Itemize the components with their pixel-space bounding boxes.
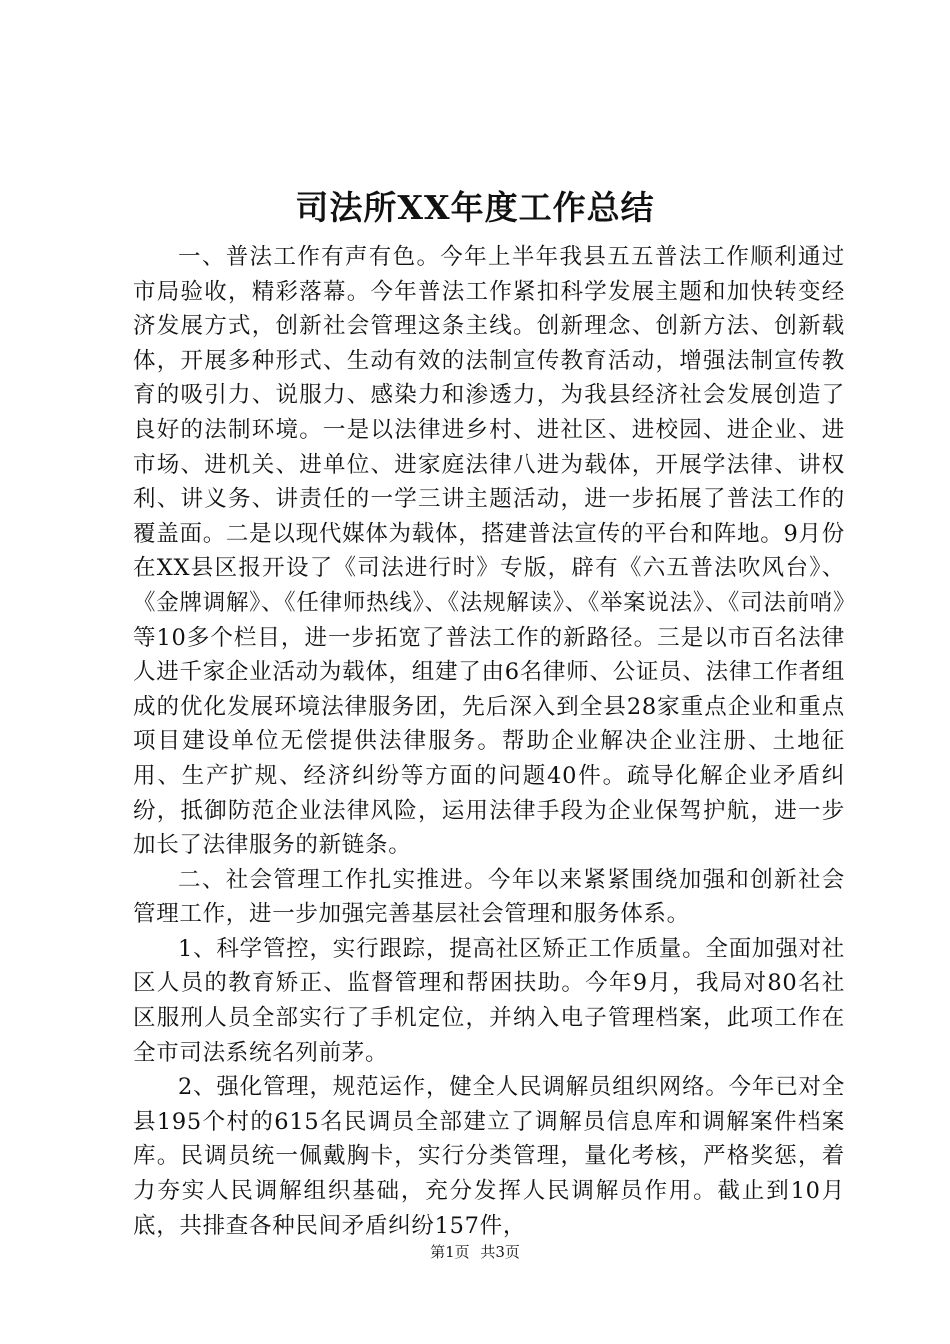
page-total: 共3页 [480, 1243, 520, 1261]
page-footer [0, 1240, 950, 1264]
paragraph-2: 二、社会管理工作扎实推进。今年以来紧紧围绕加强和创新社会管理工作，进一步加强完善基层社会管理和服务体系。 [133, 866, 845, 928]
paragraph-1: 一、普法工作有声有色。今年上半年我县五五普法工作顺利通过市局验收，精彩落幕。今年普法工作紧扣科学发展主题和加快转变经济发展方式，创新社会管理这条主线。创新理念、创新方法、创新载体，开展多种形式、生动有效的法制宣传教育活动，增强法制宣传教育的吸引力、说服力、感染力和渗透力，为我县经济社会发展创造了良好的法制环境。一是以法律进乡村、进社区、进校园、进企业、进市场、进机关、进单位、进家庭法律八进为载体，开展学法律、讲权利、讲义务、讲责任的一学三讲主题活动，进一步拓展了普法工作的覆盖面。二是以现代媒体为载体，搭建普法宣传的平台和阵地。9月份在XX县区报开设了《司法进行时》专版，辟有《六五普法吹风台》、《金牌调解》、《任律师热线》、《法规解读》、《举案说法》、《司法前哨》等10多个栏目，进一步拓宽了普法工作的新路径。三是以市百名法律人进千家企业活动为载体，组建了由6名律师、公证员、法律工作者组成的优化发展环境法律服务团，先后深入到全县28家重点企业和重点项目建设单位无偿提供法律服务。帮助企业解决企业注册、土地征用、生产扩规、经济纠纷等方面的问题40件。疏导化解企业矛盾纠纷，抵御防范企业法律风险，运用法律手段为企业保驾护航，进一步加长了法律服务的新链条。 [133, 244, 845, 859]
document-body [133, 240, 845, 1243]
page-number: 第1页 [430, 1243, 470, 1261]
paragraph-3: 1、科学管控，实行跟踪，提高社区矫正工作质量。全面加强对社区人员的教育矫正、监督管理和帮困扶助。今年9月，我局对80名社区服刑人员全部实行了手机定位，并纳入电子管理档案，此项工作在全市司法系统名列前茅。 [133, 935, 845, 1066]
paragraph-4: 2、强化管理，规范运作，健全人民调解员组织网络。今年已对全县195个村的615名民调员全部建立了调解员信息库和调解案件档案库。民调员统一佩戴胸卡，实行分类管理，量化考核，严格奖惩，着力夯实人民调解组织基础，充分发挥人民调解员作用。截止到10月底，共排查各种民间矛盾纠纷157件， [133, 1074, 845, 1239]
document-title: 司法所XX年度工作总结 [295, 188, 655, 227]
